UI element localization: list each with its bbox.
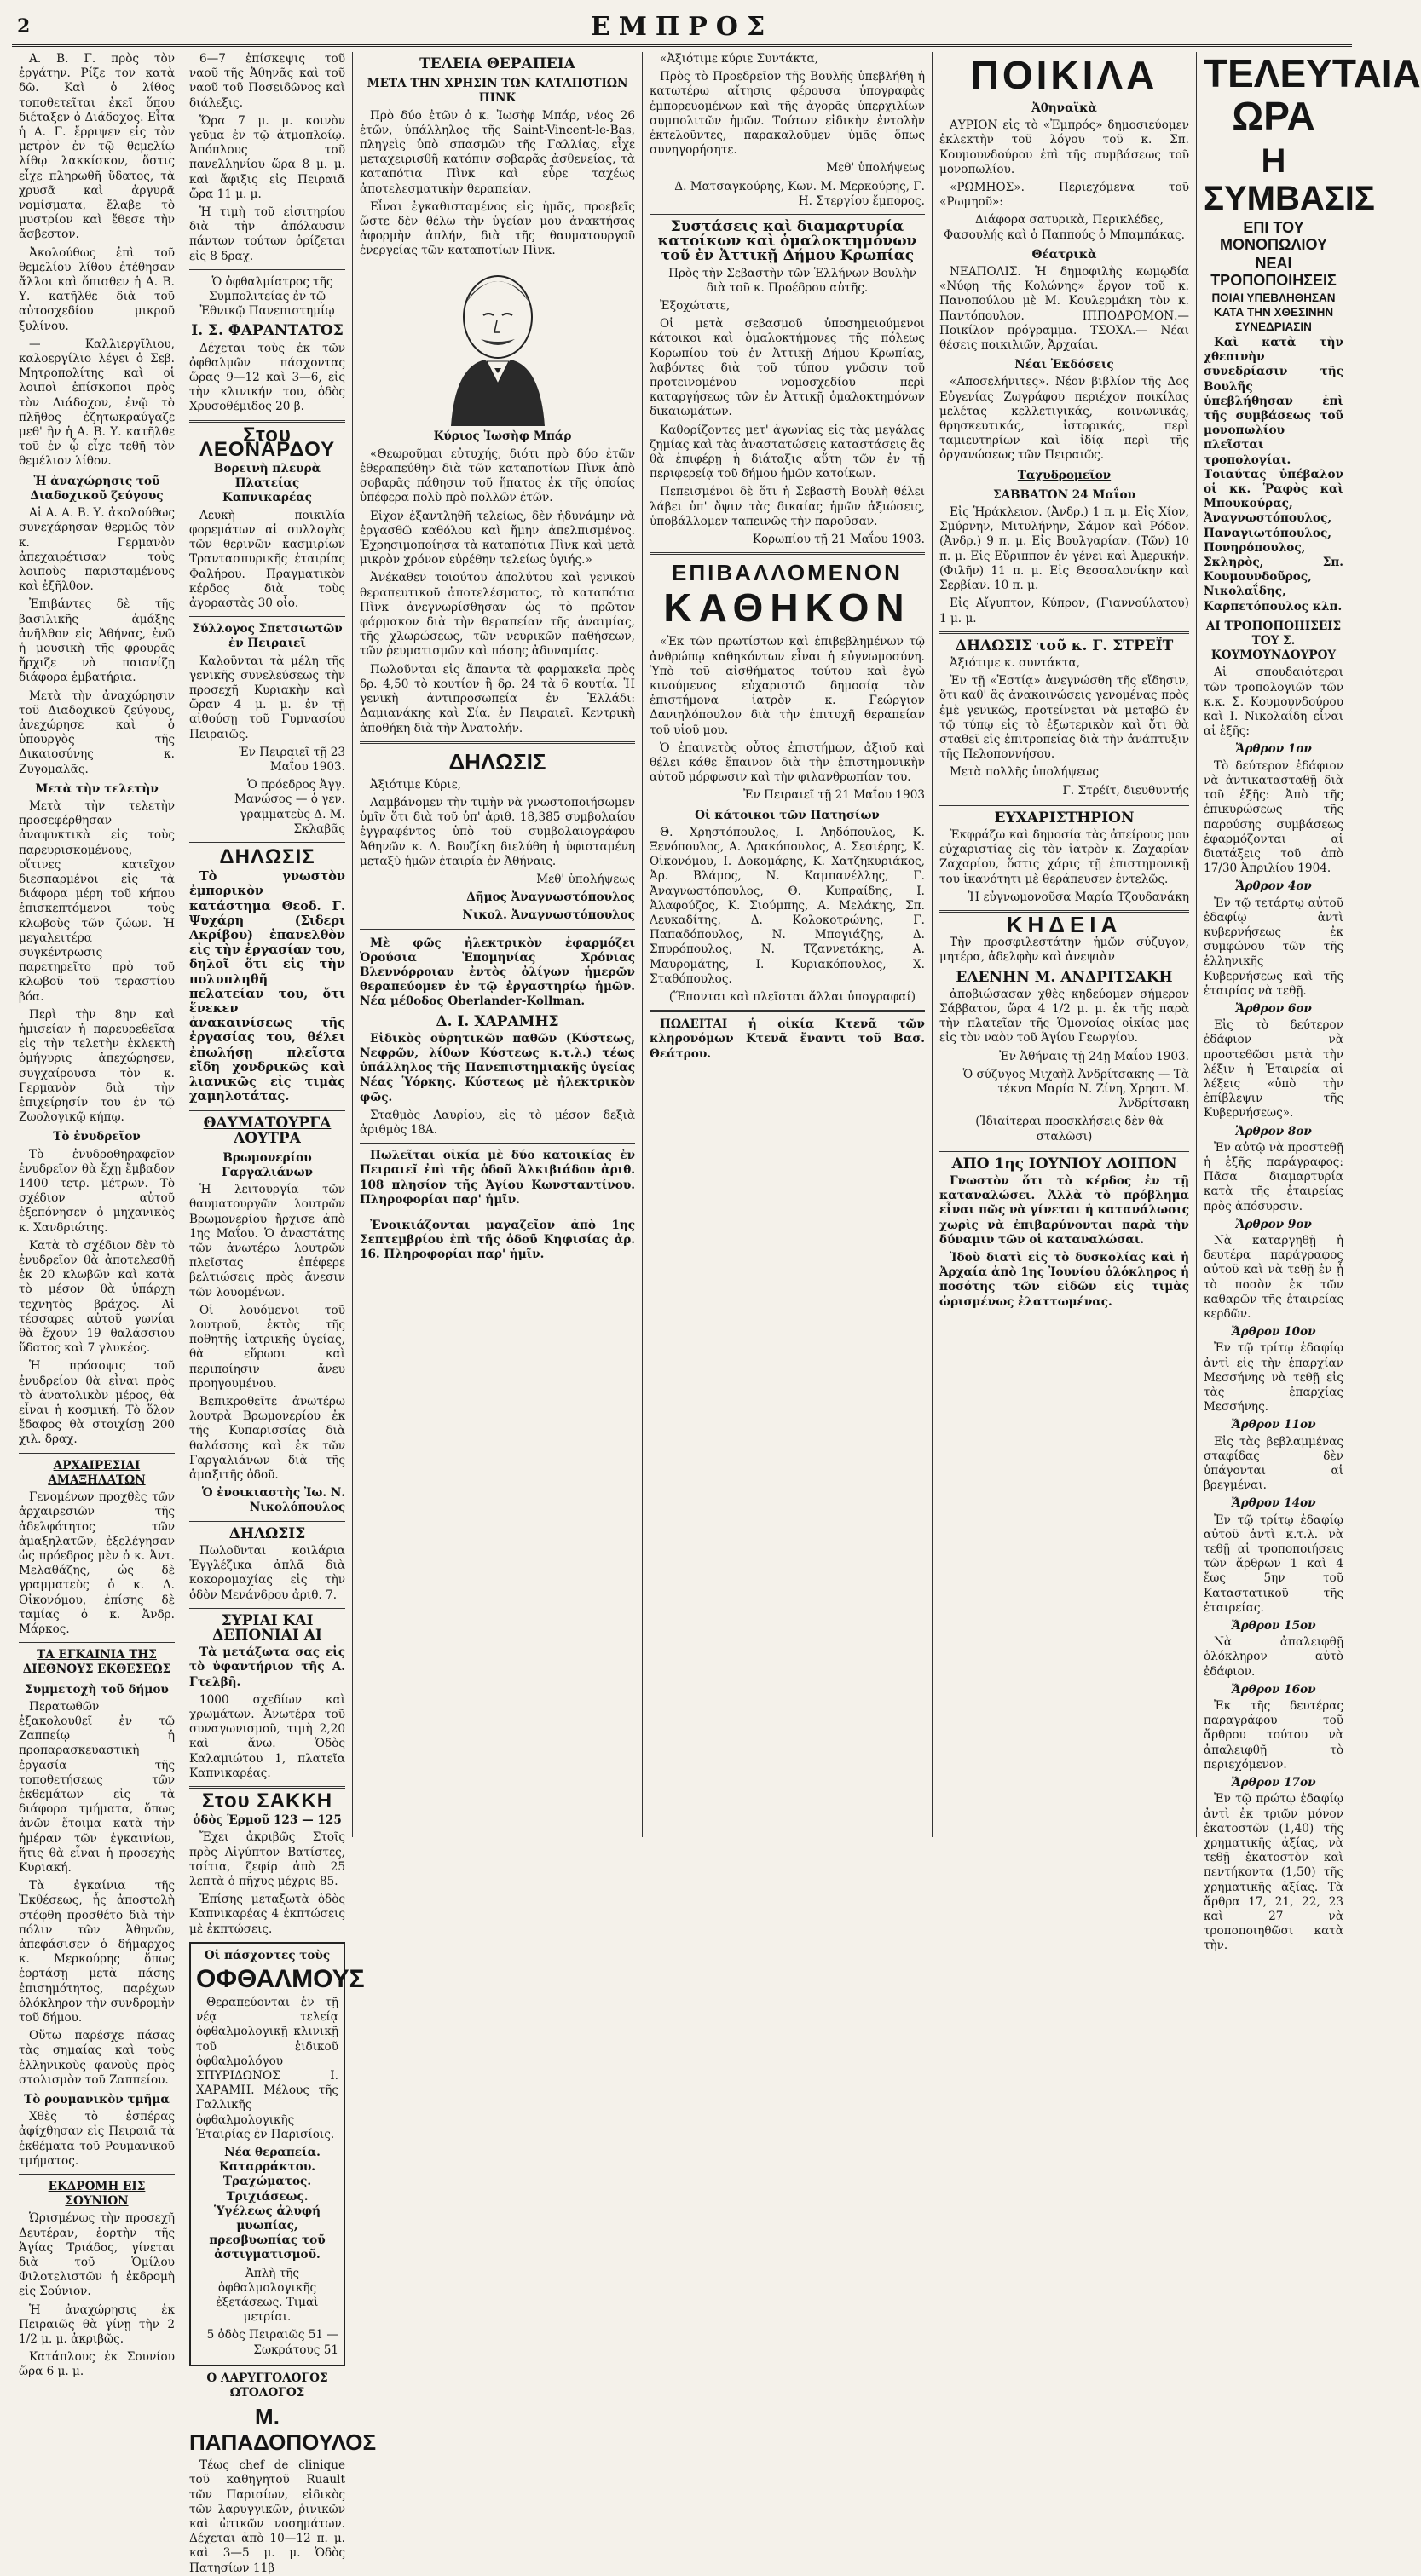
section-title: ΤΕΛΕΥΤΑΙΑ ΩΡΑ [1204,51,1421,138]
article-paragraph: Ἐκφράζω καὶ δημοσίᾳ τὰς ἀπείρους μου εὐχαριστίας εἰς τὸν ἰατρὸν κ. Ζαχαρίαν Ζαχαρίου, ὅστις χάρις τῇ ἐπιστημονικῇ του ἱκανότητι μὲ θεράπευσεν ἐντελῶς. [939,827,1189,886]
ad-title: ΤΕΛΕΙΑ ΘΕΡΑΠΕΙΑ [419,55,575,72]
ad-text: «Θεωροῦμαι εὐτυχής, διότι πρὸ δύο ἐτῶν ἐθεραπεύθην διὰ τῶν καταποτίων Πὶνκ ἀπὸ σοβαρᾶς πάθησιν τοῦ ἥπατος ἐκ τῆς ὁποίας ὑπέφερα πολὺ πρὸ πολλῶν ἐτῶν. [360,447,635,505]
article-number: Ἄρθρον 6ον [1235,1001,1312,1016]
ad-text: Δέχεται τοὺς ἐκ τῶν ὀφθαλμῶν πάσχοντας ὥρας 9—12 καὶ 3—6, εἰς τὴν κλινικήν του, ὁδὸς Χρυσοθέμιδος 20 β. [189,341,345,414]
article-paragraph: Ἀξιότιμε κ. συντάκτα, [950,655,1081,670]
article-paragraph: Χθὲς τὸ ἑσπέρας ἀφίχθησαν εἰς Πειραιᾶ τὰ ἐκθέματα τοῦ Ρουμανικοῦ τμήματος. [19,2110,175,2168]
article-number: Ἄρθρον 17ον [1231,1776,1316,1790]
article-number: Ἄρθρον 15ον [1231,1619,1316,1634]
ad-title: ΕΠΙΒΑΛΛΟΜΕΝΟΝ [672,560,903,586]
ad-text: Ἡ λειτουργία τῶν θαυματουργῶν λουτρῶν Βρωμονερίου ἤρχισε ἀπὸ 1ης Μαΐου. Ὁ ἀναστάτης τῶν ἀνωτέρω λουτρῶν πλεῖστας ἐπέφερε βελτιώσεις πρὸς ἄνεσιν τῶν λουομένων. [189,1183,345,1300]
ad-text: 1000 σχεδίων καὶ χρωμάτων. Ἀνωτέρα τοῦ συναγωνισμοῦ, τιμὴ 2,20 καὶ ἄνω. Ὁδὸς Καλαμιώτου 1, πλατεῖα Καπνικαρέας. [189,1692,345,1780]
section-heading: ΤΑ ΕΓΚΑΙΝΙΑ ΤΗΣ ΔΙΕΘΝΟΥΣ ΕΚΘΕΣΕΩΣ [22,1648,171,1677]
article-paragraph: (Ἰδιαίτεραι προσκλήσεις δὲν θὰ σταλῶσι) [975,1115,1164,1144]
ad-text: Σταθμὸς Λαυρίου, εἰς τὸ μέσον δεξιὰ ἀριθμὸς 18Α. [360,1108,635,1137]
column-4 [643,52,933,1837]
article-paragraph: Ἐν τῷ τετάρτῳ αὐτοῦ ἐδαφίῳ ἀντὶ κυβερνήσεως ἐκ συμφώνου τῶν τῆς ἑλληνικῆς Κυβερνήσεως καὶ τῆς ἑταιρίας νὰ τεθῇ. [1204,896,1343,998]
divider [189,842,345,844]
headline-sub: ΕΠΙ ΤΟΥ ΜΟΝΟΠΩΛΙΟΥ [1220,219,1327,253]
ad-text: Λευκὴ ποικιλία φορεμάτων αἱ συλλογὰς τῶν θερινῶν κασμιρίων Τραντασπυρικῆς ἑταιρίας Φαλήρου. Πραγματικὸν κέρδος διὰ τοὺς ἀγοραστὰς 30 οἷο. [189,508,345,610]
article-paragraph: Περὶ τὴν 8ην καὶ ἡμισείαν ἡ παρευρεθεῖσα εἰς τὴν τελετὴν ἐκλεκτὴ ὁμήγυρις ἀπεχώρησεν, συγχαίρουσα τὸν κ. Γερμανὸν διὰ τὴν ἐπιχείρησίν του ἐν τῷ Ζωολογικῷ κήπῳ. [19,1007,175,1125]
signature: Γ. Στρέϊτ, διευθυντής [1062,783,1189,798]
ad-text: Θεραπεύονται ἐν τῇ νέᾳ τελείᾳ ὀφθαλμολογικῇ κλινικῇ τοῦ ἐιδικοῦ ὀφθαλμολόγου ΣΠΥΡΙΔΩΝΟΣ Ι. ΧΑΡΑΜΗ. Μέλους τῆς Γαλλικῆς ὀφθαλμολογικῆς Ἑταιρίας ἐν Παρισίοις. [196,1995,338,2141]
article-paragraph: Αἱ Α. Α. Β. Υ. ἀκολούθως συνεχάρησαν θερμῶς τὸν κ. Γερμανὸν ἀπεχαιρέτισαν τοὺς λοιποὺς παρισταμένους καὶ ἐξῆλθον. [19,506,175,594]
ad-subtitle: Ο ΛΑΡΥΓΓΟΛΟΓΟΣ ΩΤΟΛΟΓΟΣ [206,2371,328,2400]
divider [939,1150,1189,1152]
section-heading: Μετὰ τὴν τελετὴν [35,781,159,796]
article-paragraph: Ἀκολούθως ἐπὶ τοῦ θεμελίου λίθου ἐτέθησαν ἄλλοι καὶ ὅπισθεν ἡ Α. Β. Υ. κατῆλθε διὰ τοῦ αὐτοσχεδίου μικροῦ ξυλίνου. [19,245,175,333]
article-paragraph: Τὴν προσφιλεστάτην ἡμῶν σύζυγον, μητέρα, ἀδελφὴν καὶ ἀνεψιὰν [939,936,1189,965]
ad-title: ΟΦΘΑΛΜΟΥΣ [196,1964,365,1993]
ad-subtitle: Βρωμονερίου Γαργαλιάνων [222,1150,313,1180]
article-paragraph: Τὸ δεύτερον ἐδάφιον νὰ ἀντικατασταθῇ διὰ τοῦ ἑξῆς: Ἀπὸ τῆς ἐπικυρώσεως τῆς παρούσης συμβάσεως ἐφαρμόζονται αἱ διατάξεις τοῦ ἀπὸ 17/30 Ἀπριλίου 1904. [1204,758,1343,876]
article-paragraph: Εἰς Ἡράκλειον. (Ἀνδρ.) 1 π. μ. Εἰς Χίον, Σμύρνην, Μιτυλήνην, Σάμον καὶ Ρόδον. (Ἀνδρ.) 9 π. μ. Εἰς Βουλγαρίαν. (Τῶν) 10 π. μ. Εἰς Εὔριππον ἐν γένει καὶ Ἀμερικήν. (Φιλῆν) 11 π. μ. Εἰς Θεσσαλονίκην καὶ Σερβίαν. 10 π. μ. [939,505,1189,593]
ad-text: Πωλοῦνται εἰς ἅπαντα τὰ φαρμακεῖα πρὸς δρ. 4,50 τὸ κουτίον ἢ δρ. 24 τὰ 6 κουτία. Ἡ γενικὴ ἀντιπροσωπεία ἐν Ἑλλάδι: Δαμιανάκης καὶ Σία, ἐν Πειραιεῖ. Κεντρικὴ ἀποθήκη διὰ τὴν Ἀνατολήν. [360,662,635,735]
divider [360,1143,635,1144]
divider [650,214,925,215]
article-paragraph: ΑΥΡΙΟΝ εἰς τὸ «Ἐμπρός» δημοσιεύομεν ἐκλεκτὴν τοῦ λόγου τοῦ κ. Σπ. Κουμουνδούρου ἐπὶ τῆς συμβάσεως τοῦ μονοπωλίου. [939,118,1189,176]
ad-signature: Ὁ πρόεδρος Ἀγγ. Μανώσος — ὁ γεν. γραμματεὺς Δ. Μ. Σκλαβᾶς [234,778,345,836]
divider [189,420,345,423]
ad-title: Μ. ΠΑΠΑΔΟΠΟΥΛΟΣ [189,2404,377,2456]
article-paragraph: Νὰ καταργηθῇ ἡ δευτέρα παράγραφος αὐτοῦ καὶ νὰ τεθῇ ἐν ᾗ τὸ ποσὸν ἐκ τῶν καθαρῶν τῆς ἑταιρείας κερδῶν. [1204,1233,1343,1321]
article-paragraph: Εἰς τὸ δεύτερον ἐδάφιον νὰ προστεθῶσι μετὰ τὴν λέξιν ἡ Ἑταιρεία αἱ λέξεις «ὑπὸ τὴν ἐπίβλεψιν τῆς Κυβερνήσεως». [1204,1018,1343,1121]
article-number: Ἄρθρον 8ον [1235,1124,1312,1138]
article-paragraph: 6—7 ἐπίσκεψις τοῦ ναοῦ τῆς Ἀθηνᾶς καὶ τοῦ ναοῦ τοῦ Ποσειδῶνος καὶ διάλεξις. [189,52,345,110]
article-paragraph: Εἰς τὰς βεβλαμμένας σταφίδας δὲν ὑπάγονται αἱ βρεγμέναι. [1204,1434,1343,1493]
ad-title: ΣΥΡΙΑΙ ΚΑΙ ΔΕΠΟΝΙΑΙ ΑΙ [212,1611,322,1644]
ad-address: 5 ὁδὸς Πειραιῶς 51 — Σωκράτους 51 [206,2328,338,2357]
section-heading: Ἡ ἀναχώρησις τοῦ Διαδοχικοῦ ζεύγους [30,474,164,503]
newspaper-title: ΕΜΠΡΟΣ [590,12,774,42]
ad-subtitle: ὁδὸς Ἑρμοῦ 123 — 125 [193,1813,342,1828]
article-paragraph: Ἡ τιμὴ τοῦ εἰσιτηρίου διὰ τὴν ἀπόλαυσιν πάντων τούτων ὁρίζεται εἰς 8 δραχ. [189,205,345,263]
article-number: Ἄρθρον 16ον [1231,1682,1316,1697]
ad-heading: Σύλλογος Σπετσιωτῶν ἐν Πειραιεῖ [192,622,343,651]
article-paragraph: Μετὰ τὴν ἀναχώρησιν τοῦ Διαδοχικοῦ ζεύγους, ἀνεχώρησε καὶ ὁ ὑπουργὸς τῆς Δικαιοσύνης κ. Ζυγομαλᾶς. [19,689,175,776]
ad-text: Λαμβάνομεν τὴν τιμὴν νὰ γνωστοποιήσωμεν ὑμῖν ὅτι διὰ τοῦ ὑπ' ἀριθ. 18,385 συμβολαίου ἐγγραφέντος ὑπὸ τοῦ συμβολαιογράφου Ἀθηνῶν κ. Δ. Βουζίκη διελύθη ἡ ὑφισταμένη μεταξὺ ἡμῶν ἑταιρία ἐν Ἀθήναις. [360,795,635,868]
ad-text: Καλοῦνται τὰ μέλη τῆς γενικῆς συνελεύσεως τὴν προσεχῆ Κυριακὴν καὶ ὥραν 4 μ. μ. ἐν τῇ αἰθούσῃ τοῦ Γυμνασίου Πειραιῶς. [189,654,345,741]
ad-date: Ἐν Πειραιεῖ τῇ 23 Μαΐου 1903. [239,745,345,774]
article-paragraph: Πρὸς τὸ Προεδρεῖον τῆς Βουλῆς ὑπεβλήθη ἡ κατωτέρω αἴτησις φέρουσα ὑπογραφὰς ἐμπορευομένων καὶ τῆς ἀγορᾶς ὑπερχιλίων συμπολιτῶν ἡμῶν. Τούτων εἰδικὴν ἐντολὴν ἐκτελοῦντες, παρακαλοῦμεν ὑμᾶς ὅπως συνηγορήσητε. [650,70,925,158]
divider [360,929,635,931]
divider [939,804,1189,806]
ad-text: Οἱ λουόμενοι τοῦ λουτροῦ, ἐκτὸς τῆς ποθητῆς ἰατρικῆς ὑγείας, θὰ εὕρωσι καὶ περιποίησιν ἄνευ προηγουμένου. [189,1303,345,1391]
article-paragraph: Πρὸς τὴν Σεβαστὴν τῶν Ἑλλήνων Βουλὴν διὰ τοῦ κ. Προέδρου αὐτῆς. [668,266,916,295]
article-paragraph: Ὁ ἐπαινετὸς οὗτος ἐπιστήμων, ἀξιοῦ καὶ θέλει κάθε ἔπαινον διὰ τὴν ἐπιστημονικὴν αὐτοῦ μόρφωσιν καὶ τὴν φιλανθρωπίαν του. [650,741,925,785]
ad-title: ΚΑΘΗΚΟΝ [663,585,911,631]
article-paragraph: Καθορίζοντες μετ' ἀγωνίας εἰς τὰς μεγάλας ζημίας καὶ τὰς ἀναστατώσεις καταστάσεις ἃς θὰ ἐπιφέρῃ ἡ διάταξις αὕτη τῶν ἐν τῇ περιφερείᾳ τοῦ δήμου ἡμῶν κατοίκων. [650,423,925,481]
article-paragraph: ΝΕΑΠΟΛΙΣ. Ἡ δημοφιλὴς κωμῳδία «Νύφη τῆς Κολώνης» ἔργον τοῦ κ. Πανοπούλου μὲ Μ. Κουλερμάκη τὸν κ. Παντόπουλον. ΙΠΠΟΔΡΟΜΟΝ.— Ποικίλον πρόγραμμα. ΤΣΟΧΑ.— Νέαι θέσεις ποικιλιῶν, Ἀρχαίαι. [939,265,1189,353]
column-5 [933,52,1197,1837]
ad-text: Ἰδοὺ διατὶ εἰς τὸ δυσκολίας καὶ ἡ Ἀρχαία ἀπὸ 1ης Ἰουνίου ὁλόκληρος ἡ ποσότης τῶν εἰδῶν εἰς τιμὰς ὡρισμένως ἐλαττωμένας. [939,1251,1189,1309]
article-paragraph: Μετὰ πολλῆς ὑπολήψεως [950,765,1099,780]
article-paragraph: Νὰ ἀπαλειφθῇ ὁλόκληρον αὐτὸ ἐδάφιον. [1204,1635,1343,1679]
ad-text: Τὰ μετάξωτα σας εἰς τὸ ὑφαντήριον τῆς Α. Γτελβῆ. [189,1645,345,1689]
ad-text: ΠΩΛΕΙΤΑΙ ἡ οἰκία Κτενᾶ τῶν κληρονόμων Κτενᾶ ἔναντι τοῦ Βασ. Θεάτρου. [650,1017,925,1061]
article-paragraph: Τὸ ἐνυδροθηραφεῖον ἐνυδρεῖον θὰ ἔχῃ ἔμβαδον 1400 τετρ. μέτρων. Τὸ σχέδιον αὐτοῦ ἐξεπόνησεν ὁ μηχανικὸς κ. Χανδριώτης. [19,1147,175,1235]
ad-text: Πωλεῖται οἰκία μὲ δύο κατοικίας ἐν Πειραιεῖ ἐπὶ τῆς ὁδοῦ Ἀλκιβιάδου ἀριθ. 108 πλησίον τῆς Ἁγίου Κωνσταντίνου. Πληροφορίαι παρ' ἡμῖν. [360,1149,635,1207]
section-subheading: Νέαι Ἐκδόσεις [1014,358,1114,372]
divider [189,1521,345,1522]
signature: Ἡ εὐγνωμονοῦσα Μαρία Τζουδανάκη [968,890,1189,904]
section-subheading: Συμμετοχὴ τοῦ δήμου [25,1682,169,1697]
article-paragraph: Ἐν τῷ τρίτῳ ἐδαφίῳ ἀντὶ εἰς τὴν ἐπαρχίαν Μεσσήνης νὰ τεθῇ εἰς τὰς ἐπαρχίας Μεσσήνης. [1204,1341,1343,1415]
ad-text: Ἔχει ἀκριβῶς Στοῖς πρὸς Αἰγύπτον Βατίστες, τσίτια, ζεφίρ ἀπὸ 25 λεπτὰ ὁ πῆχυς μέχρις 85. [189,1830,345,1888]
article-paragraph: Γενομένων προχθὲς τῶν ἀρχαιρεσιῶν τῆς ἀδελφότητος τῶν ἀμαξηλατῶν, ἐξελέγησαν ὡς πρόεδρος μὲν ὁ κ. Ἀντ. Μελαθάζης, ὡς δὲ γραμματεὺς ὁ κ. Δ. Οἰκονόμου, ἐπίσης δὲ ταμίας ὁ κ. Ἀνδρ. Μάρκος. [19,1490,175,1636]
article-paragraph: «Ἐκ τῶν πρωτίστων καὶ ἐπιβεβλημένων τῷ ἀνθρώπῳ καθηκόντων εἶναι ἡ εὐγνωμοσύνη. Ὑπὸ τοῦ αἰσθήματος τούτου καὶ ἐγὼ κινούμενος εὐχαριστῶ δημοσίᾳ τὸν ἐπιστήμονα ἰατρὸν κ. Γεώργιον Δανιηλόπουλον διὰ τὴν ἐπιτυχῆ θεραπείαν τοῦ υἱοῦ μου. [650,635,925,737]
divider [650,1010,925,1012]
article-paragraph: Καὶ κατὰ τὴν χθεσινὴν συνεδρίασιν τῆς Βουλῆς ὑπεβλήθησαν ἐπὶ τῆς συμβάσεως τοῦ μονοπωλίου πλεῖσται τροπολογίαι. Τοιαύτας ὑπέβαλον οἱ κκ. Ῥαφὸς καὶ Μπουκούρας, Ἀναγνωστόπουλος, Παναγιωτόπουλος, Πονηρόπουλος, Σκληρὸς, Σπ. Κουμουνδοῦρος, Νικολαΐδης, Καρπετόπουλος κλπ. [1204,336,1343,614]
section-title: ΠΟΙΚΙΛΑ [970,53,1158,97]
ad-text: Μὲ φῶς ἠλεκτρικὸν ἐφαρμόζει Ὀρούσια Ἐπομηνίας Χρόνιας Βλεννόρροιαν ἐντὸς ὀλίγων ἡμερῶν θεραπεύομεν ἐν τῷ ἐργαστηρίῳ ἡμῶν. Νέα μέθοδος Oberlander-Kollman. [360,936,635,1009]
article-paragraph: Περατωθῶν ἐξακολουθεῖ ἐν τῷ Ζαππείῳ ἡ προπαρασκευαστικὴ ἐργασία τῆς τοποθετήσεως τῶν ἐκθεμάτων εἰς τὰ διάφορα τμήματα, ὅπως ἀνῶν ἕτοιμα κατὰ τὴν ἡμέραν τῶν ἐγκαινίων, ἥτις θὰ εἶναι ἡ προσεχὴς Κυριακή. [19,1699,175,1875]
article-paragraph: Θ. Χρηστόπουλος, Ι. Ἀηδόπουλος, Κ. Ξενόπουλος, Α. Δρακόπουλος, Α. Σεσιέρης, Κ. Οἰκονόμου, Ι. Δοκομάρης, Κ. Χατζηκυριάκος, Ἀρ. Βλάμος, Ν. Καμπανέλλης, Γ. Ἀναγνωστόπουλος, Θ. Κυπραίδης, Ι. Ἀλαφούζος, Κ. Σιούμπης, Α. Μελάκης, Σπ. Λευκαδίτης, Δ. Κολοκοτρώνης, Γ. Παπαδόπουλος, Ν. Μπογιάζης, Δ. Σπυρόπουλος, Ν. Τζαννετάκης, Α. Μαυρομάτης, Ι. Κυριακόπουλος, Χ. Σταθόπουλος. [650,825,925,986]
ad-title: Στου ΛΕΟΝΑΡΔΟΥ [199,423,336,461]
divider [19,2174,175,2175]
article-paragraph: Ἡ ἀναχώρησις ἐκ Πειραιῶς θὰ γίνῃ τὴν 2 1/2 μ. μ. ἀκριβῶς. [19,2302,175,2347]
divider [939,631,1189,634]
section-subheading: Ἀθηναϊκὰ [1031,101,1097,115]
section-subheading: ΑΙ ΤΡΟΠΟΠΟΙΗΣΕΙΣ ΤΟΥ Σ. ΚΟΥΜΟΥΝΔΟΥΡΟΥ [1205,619,1342,663]
column-2 [182,52,377,2575]
article-paragraph: — Καλλιεργῖλιου, καλοεργίλιο λέγει ὁ Σεβ. Μητροπολίτης καὶ οἱ λοιποὶ ἐπίσκοποι πρὸς τὸν Διάδοχον, ἐνῷ τὸ πλῆθος ἐζητωκραύγαζε μεθ' ἣν ἡ Α. Β. Υ. κατῆλθε τοῦ ἐν ᾧ εἶχε τεθῆ τὸν θεμέλιον λίθον. [19,337,175,469]
article-paragraph: Ἐν τῷ πρώτῳ ἐδαφίῳ ἀντὶ ἐκ τριῶν μόνον ἑκατοστῶν (1,40) τῆς χρηματικῆς ἀξίας, νὰ τεθῇ ἑκατοστὸν καὶ πεντήκοντα (1,50) τῆς χρηματικῆς ἀξίας. Τὰ ἄρθρα 17, 21, 22, 23 καὶ 27 νὰ τροποποιηθῶσι κατὰ τὴν. [1204,1792,1343,1953]
section-heading: Συστάσεις καὶ διαμαρτυρία κατοίκων καὶ ὁμαλοκτημόνων τοῦ ἐν Ἀττικῇ Δήμου Κρωπίας [657,218,917,265]
article-number: Ἄρθρον 1ον [1235,742,1312,757]
masthead [12,10,1352,47]
portrait-illustration [434,264,562,426]
article-paragraph: Μετὰ τὴν τελετὴν προσεφέρθησαν ἀναψυκτικὰ εἰς τοὺς παρευρισκομένους, οἵτινες κατεῖχον διεσπαρμένοι εἰς τὰ διάφορα μέρη τοῦ κήπου ἐπισκεπτόμενοι τοὺς κλωβοὺς τῶν ζώων. Ἡ μεγαλειτέρα συγκέντρωσις παρετηρεῖτο πρὸ τοῦ κλωβοῦ τοῦ τεραστίου βόα. [19,798,175,1004]
ad-name: Ι. Σ. ΦΑΡΑΝΤΑΤΟΣ [191,322,344,340]
article-paragraph: Ἐκ τῆς δευτέρας παραγράφου τοῦ ἄρθρου τούτου νὰ ἀπαλειφθῇ τὸ περιεχόμενον. [1204,1699,1343,1772]
ad-text: Τὸ γνωστὸν ἐμπορικὸν κατάστημα Θεοδ. Γ. Ψυχάρη (Σιδερι Ακρίβου) ἐπανελθὸν εἰς τὴν ἐργασίαν του, δηλοῖ ὅτι εἰς τὴν πολυπληθῆ πελατείαν του, ὅτι ἕνεκεν ἀνακαινίσεως τῆς ἐργασίας του, θέλει ἐπωλήσῃ πλεῖστα εἴδη χονδρικῶς καὶ λιανικῶς εἰς τιμὰς χαμηλοτάτας. [189,869,345,1104]
divider [360,741,635,744]
article-paragraph: Κατὰ τὸ σχέδιον δὲν τὸ ἐνυδρεῖον θὰ ἀποτελεσθῇ ἐκ 20 κλωβῶν καὶ κατὰ τὸ μέσον θὰ ὑπάρχῃ τεχνητὸς βράχος. Αἱ τέσσαρες αὐτοῦ γωνίαι θὰ ἔχουν 19 θαλάσσιου ὕδατος καὶ 7 γλυκέος. [19,1238,175,1356]
divider [650,552,925,555]
article-paragraph: Ἐξοχώτατε, [660,299,731,314]
ad-text: Εἰδικὸς οὐρητικῶν παθῶν (Κύστεως, Νεφρῶν, λίθων Κύστεως κ.τ.λ.) τέως ὑπάλληλος τῆς Πανεπιστημιακῆς ὑγείας Νέας Ὑόρκης. Κύστεως μὲ ἠλεκτρικὸν φῶς. [360,1031,635,1104]
section-subheading: Ταχυδρομεῖον [1017,468,1112,482]
ad-signature: Ὁ ἐνοικιαστὴς Ἰω. Ν. Νικολόπουλος [201,1486,345,1515]
ad-signature: Μεθ' ὑπολήψεως [536,872,635,886]
divider [189,269,345,270]
column-1 [12,52,182,2379]
ad-title: ΘΑΥΜΑΤΟΥΡΓΑ ΛΟΥΤΡΑ [203,1115,332,1147]
signature: Ὁ σύζυγος Μιχαὴλ Ἀνδρίτσακης — Τὰ τέκνα Μαρία Ν. Ζίνη, Χρηστ. Μ. Ἀνδρίτσακη [962,1067,1189,1111]
article-paragraph: Ὥρα 7 μ. μ. κοινὸν γεῦμα ἐν τῷ ἀτμοπλοίῳ. Ἀπόπλους τοῦ πανελληνίου ὥρα 8 μ. μ. καὶ ἄφιξις εἰς Πειραιᾶ ὥρα 11 μ. μ. [189,113,345,201]
headline-sub: ΝΕΑΙ ΤΡΟΠΟΠΟΙΗΣΕΙΣ [1210,255,1337,289]
article-paragraph: Κατάπλους ἐκ Σουνίου ὥρα 6 μ. μ. [19,2350,175,2379]
article-paragraph: Ἐν τῇ «Ἑστίᾳ» ἀνεγνώσθη τῆς εἴδησιν, ὅτι καθ' ἃς ἀνακοινώσεις γενομένας πρὸς ἐμὲ γενικῶς, προτείνεται νὰ μεταβῶ ἐν τῷ τύπῳ εἰς τὸ ἐξωτερικὸν καὶ ὅτι θὰ σταθεῖ εἰς ἐπιτροπείας διὰ τὴν ἀνάπτυξιν τῆς Πελοποννήσου. [939,674,1189,762]
article-paragraph: ἀποβιώσασαν χθὲς κηδεύομεν σήμερον Σάββατον, ὥρα 4 1/2 μ. μ. ἐκ τῆς παρὰ τὴν πλατεῖαν τῆς Ὁμονοίας οἰκίας μας εἰς τὸν ναὸν τοῦ Ἁγίου Γεωργίου. [939,987,1189,1046]
ad-name: ΕΛΕΝΗΝ Μ. ΑΝΔΡΙΤΣΑΚΗ [956,968,1173,986]
article-date: Ἐν Πειραιεῖ τῇ 21 Μαΐου 1903 [743,788,925,803]
eye-clinic-ad [189,1942,365,2366]
column-3 [353,52,643,1837]
article-paragraph: (Ἕπονται καὶ πλεῖσται ἄλλαι ὑπογραφαί) [668,989,916,1004]
divider [189,1786,345,1789]
article-paragraph: Ἐν τῷ τρίτῳ ἐδαφίῳ αὐτοῦ ἀντὶ κ.τ.λ. νὰ τεθῇ αἱ τροποποιήσεις τῶν ἄρθρων 1 καὶ 4 ἔως 5ην τοῦ Καταστατικοῦ τῆς ἑταιρείας. [1204,1513,1343,1615]
ad-title: Στου ΣΑΚΚΗ [201,1789,333,1812]
ad-title: ΚΗΔΕΙΑ [1006,911,1123,937]
article-paragraph: «Αποσελήνιτες». Νέον βιβλίον τῆς Δος Εὐγενίας Ζωγράφου περιέχον ποικίλας μελέτας κελλετιγικάς, κοινωνικάς, θρησκευτικάς, ἱστορικάς, περὶ ταμιευτηρίων καὶ ἰδίᾳ περὶ τῆς ὀργανώσεως τῶν Πειραιῶς. [939,375,1189,463]
article-paragraph: Ἐπιβάντες δὲ τῆς βασιλικῆς ἁμάξης ἀνῆλθον εἰς Ἀθήνας, ἐνῷ ἡ μουσικὴ τῆς φρουρᾶς ἤρχιζε νὰ παιανίζῃ διάφορα ἐμβατήρια. [19,597,175,685]
divider [19,1453,175,1454]
ad-text: Τέως chef de clinique τοῦ καθηγητοῦ Ruault τῶν Παρισίων, εἰδικὸς τῶν λαρυγγικῶν, ῥινικῶν καὶ ὠτικῶν νοσημάτων. Δέχεται ἀπὸ 10—12 π. μ. καὶ 3—5 μ. μ. Ὁδὸς Πατησίων 11β [189,2458,345,2575]
ad-text: Νέα θεραπεία. Καταρράκτου. Τραχώματος. Τριχιάσεως. Ὑγέλεως ἀλυφή μυωπίας, πρεσβυωπίας τοῦ ἀστιγματισμοῦ. [209,2146,326,2262]
page-number: 2 [17,15,31,37]
ad-subtitle: Οἱ πάσχοντες τοὺς [204,1948,331,1962]
article-number: Ἄρθρον 10ον [1231,1325,1316,1340]
article-number: Ἄρθρον 14ον [1231,1496,1316,1511]
ad-signature: Δῆμος Ἀναγνωστόπουλος [466,890,635,905]
ad-text: Ἀπλὴ τῆς ὀφθαλμολογικῆς ἐξετάσεως. Τιμαὶ μετρίαι. [216,2266,319,2325]
ad-name: Δ. Ι. ΧΑΡΑΜΗΣ [436,1012,559,1030]
ad-text: Πωλοῦνται κοιλάρια Ἐγγλέζικα ἀπλᾶ διὰ κοκορομαχίας εἰς τὴν ὁδὸν Μενάνδρου ἀριθ. 7. [189,1543,345,1602]
article-paragraph: Τὰ ἐγκαίνια τῆς Ἐκθέσεως, ἧς ἀποστολὴ στέφθη προσθέτο διὰ τὴν πόλιν τῶν Ἀθηνῶν, ἀπεφάσισεν ὁ δήμαρχος κ. Μερκούρης ὅπως ἑορτάσῃ μετὰ πάσης ἐπισημότητος, παρέχων ὁλόκληρον τὴν συνδρομὴν τοῦ δήμου. [19,1879,175,2025]
section-subheading: Οἱ κάτοικοι τῶν Πατησίων [695,808,880,822]
ad-title: ΔΗΛΩΣΙΣ [219,844,315,868]
article-date: Ἐν Ἀθήναις τῇ 24ῃ Μαΐου 1903. [999,1049,1189,1063]
article-paragraph: Ὡρισμένως τὴν προσεχῆ Δευτέραν, ἑορτὴν τῆς Ἁγίας Τριάδος, γίνεται διὰ τοῦ Ὁμίλου Φιλοτελιστῶν ἡ ἐκδρομὴ εἰς Σούνιον. [19,2211,175,2299]
signature: Δ. Ματσαγκούρης, Κων. Μ. Μερκούρης, Γ. Η. Στεργίου ἔμπορος. [674,179,925,208]
column-6 [1197,51,1421,1953]
divider [189,1608,345,1609]
section-subheading: Θέατρικὰ [1031,247,1097,262]
section-heading: ΑΡΧΑΙΡΕΣΙΑΙ ΑΜΑΞΗΛΑΤΩΝ [48,1458,146,1487]
article-paragraph: Διάφορα σατυρικὰ, Περικλέδες, Φασουλής καὶ ὁ Παππούς ὁ Μπαμπάκας. [944,213,1185,242]
ad-text: Ἀξιότιμε Κύριε, [370,777,461,792]
section-heading: ΕΚΔΡΟΜΗ ΕΙΣ ΣΟΥΝΙΟΝ [48,2180,146,2209]
headline: Η ΣΥΜΒΑΣΙΣ [1204,142,1375,217]
article-paragraph: «Ἀξιότιμε κύριε Συντάκτα, [660,52,818,66]
ad-signature: Νικολ. Ἀναγνωστόπουλος [462,908,635,923]
section-subheading: Τὸ ρουμανικὸν τμῆμα [24,2093,170,2107]
article-number: Ἄρθρον 9ον [1235,1217,1312,1231]
article-paragraph: Αἱ σπουδαιότεραι τῶν τροπολογιῶν τῶν κ.κ. Σ. Κουμουνδούρου καὶ Ι. Νικολαΐδη εἶναι αἱ ἑξῆς: [1204,666,1343,739]
ad-title: ΑΠΟ 1ης ΙΟΥΝΙΟΥ ΛΟΙΠΟΝ [951,1155,1177,1173]
divider [19,1642,175,1643]
ad-title: ΕΥΧΑΡΙΣΤΗΡΙΟΝ [994,809,1135,827]
divider [189,1109,345,1111]
section-subheading: ΣΑΒΒΑΤΟΝ 24 Μαΐου [992,487,1136,502]
portrait-caption: Κύριος Ἰωσὴφ Μπάρ [433,429,572,443]
ad-text: Πρὸ δύο ἐτῶν ὁ κ. Ἰωσὴφ Μπάρ, νέος 26 ἐτῶν, ὑπάλληλος τῆς Saint-Vincent-le-Bas, πληγεὶς ὑπὸ σπασμῶν τῆς Γαλλίας, εἶχε μεταχειρισθῆ κατόπιν σοβαρᾶς ἀσθενείας, τὰ καταπότια Πὶνκ καὶ εὗρε ταχέως ἀποτελεσματικὴν θεραπείαν. [360,108,635,196]
ad-text: Εἰχον ἐξαντληθῆ τελείως, δὲν ἠδυνάμην νὰ ἐργασθῶ καθόλου καὶ ἤμην ἀπελπισμένος. Ἐχρησιμοποίησα τὰ καταπότια Πὶνκ καὶ μετὰ μικρὸν χρόνον εὑρέθην τελείως ὑγιής.» [360,509,635,568]
divider [189,616,345,617]
article-paragraph: Οἱ μετὰ σεβασμοῦ ὑποσημειούμενοι κάτοικοι καὶ ὁμαλοκτήμονες τῆς πόλεως Κορωπίου τοῦ ἐν Ἀττικῇ Δήμου Κρωπίας, λαβόντες διὰ τοῦ τύπου γνῶσιν τοῦ προτεινομένου νομοσχεδίου περὶ καταργήσεως τῶν ἐν Ἀττικῇ ὁμαλοκτημόνων δικαιωμάτων. [650,317,925,419]
ad-title: ΔΗΛΩΣΙΣ τοῦ κ. Γ. ΣΤΡΕΪΤ [955,637,1174,654]
ad-title: ΔΗΛΩΣΙΣ [228,1524,306,1542]
article-paragraph: Οὕτω παρέσχε πάσας τὰς σημαίας καὶ τοὺς ἑλληνικοὺς φανοὺς πρὸς στολισμὸν τοῦ Ζαππείου. [19,2029,175,2087]
article-paragraph: Α. Β. Γ. πρὸς τὸν ἐργάτην. Ρίξε τον κατὰ δῶ. Καὶ ὁ λίθος τοποθετεῖται ἐκεῖ ὅπου διέταξεν ὁ Διάδοχος. Εἶτα ἡ Α. Γ. ἔρριψεν εἰς τὸν μετρὸν ἐν τῷ θεμελίῳ λίθῳ λακκίσκον, ὅστις εἶχε πληρωθῆ ὕδατος, τὰ χρυσᾶ καὶ ἀργυρᾶ νομίσματα, ἔλαβε τὸ μυστρίον καὶ ἔθεσε τὴν ἄσβεστον. [19,52,175,242]
ad-text: Γνωστὸν ὅτι τὸ κέρδος ἐν τῇ καταναλώσει. Ἀλλὰ τὸ πρόβλημα εἶναι πῶς νὰ γίνεται ἡ κατανάλωσις χωρὶς νὰ ἐπιβαρύνονται παρὰ τὴν δύναμιν τῶν οἱ καταναλώσαι. [939,1174,1189,1247]
article-date: Κορωπίου τῇ 21 Μαΐου 1903. [752,533,925,547]
article-number: Ἄρθρον 11ον [1231,1418,1316,1432]
columns [12,51,1421,2575]
ad-text: Ὁ ὀφθαλμίατρος τῆς Συμπολιτείας ἐν τῷ Ἐθνικῷ Πανεπιστημίῳ [199,274,335,319]
ad-text: Ἐπίσης μεταξωτὰ ὁδὸς Καπνικαρέας 4 ἐκπτώσεις μὲ ἐκπτώσεις. [189,1893,345,1936]
article-paragraph: Ἐν αὐτῷ νὰ προστεθῇ ἡ ἑξῆς παράγραφος: Πᾶσα διαμαρτυρία κατὰ τῆς ἑταιρείας πρὸς ἀπόσυρσιν. [1204,1140,1343,1213]
ad-subtitle: Βορεινὴ πλευρὰ Πλατείας Καπνικαρέας [213,462,321,505]
article-paragraph: Ἡ πρόσοψις τοῦ ἐνυδρείου θὰ εἶναι πρὸς τὸ ἀνατολικὸν μέρος, θὰ εἶναι ἡ κοσμική. Τὸ ὅλον ἔδαφος θὰ στοιχίσῃ 200 χιλ. δραχ. [19,1359,175,1447]
signature: Μεθ' ὑπολήψεως [826,161,925,176]
ad-text: Εἶναι ἐγκαθισταμένος εἰς ἡμᾶς, προεβεῖς ὥστε δὲν θέλω τὴν ὑγείαν μου ἀνακτήσας ἀφορμὴν ἁπλήν, διὰ τῆς θαυματουργοῦ ἐνεργείας τῶν καταποτίων Πὶνκ. [360,199,635,258]
article-paragraph: Πεπεισμένοι δὲ ὅτι ἡ Σεβαστὴ Βουλὴ θέλει λάβει ὑπ' ὄψιν τὰς δικαίας ἡμῶν ἀξιώσεις, ὑποβάλλομεν ταπεινῶς τὴν παροῦσαν. [650,485,925,528]
article-paragraph: «ΡΩΜΗΟΣ». Περιεχόμενα τοῦ «Ρωμηοῦ»: [939,181,1189,210]
ad-text: Ἀνέκαθεν τοιούτου ἀπολύτου καὶ γενικοῦ θεραπευτικοῦ ἀποτελέσματος, τὰ καταπότια Πὶνκ ἀνεγνωρίσθησαν ὡς τὸ πρῶτον φάρμακον διὰ τὴν θεραπείαν τῆς ἀναιμίας, τῆς χλωρώσεως, τῶν νευρικῶν παθήσεων, τῶν ῥευματισμῶν καὶ πάσης ἀδυναμίας. [360,571,635,659]
ad-subtitle: ΜΕΤΑ ΤΗΝ ΧΡΗΣΙΝ ΤΩΝ ΚΑΤΑΠΟΤΙΩΝ ΠΙΝΚ [367,77,628,106]
ad-title: ΔΗΛΩΣΙΣ [448,748,546,775]
headline-sub: ΠΟΙΑΙ ΥΠΕΒΛΗΘΗΣΑΝ ΚΑΤΑ ΤΗΝ ΧΘΕΣΙΝΗΝ ΣΥΝΕΔΡΙΑΣΙΝ [1211,291,1336,333]
ad-text: Ἐνοικιάζονται μαγαζεῖον ἀπὸ 1ης Σεπτεμβρίου ἐπὶ τῆς ὁδοῦ Κηφισίας ἀρ. 16. Πληροφορίαι παρ' ἡμῖν. [360,1218,635,1262]
article-paragraph: Εἰς Αἴγυπτον, Κύπρον, (Γιαννούλατου) 1 μ. μ. [939,596,1189,625]
section-heading: Τὸ ἐνυδρεῖον [53,1130,141,1144]
article-number: Ἄρθρον 4ον [1235,879,1312,894]
ad-text: Βεπικροθεῖτε ἀνωτέρω λουτρὰ Βρωμονερίου ἐκ τῆς Κυπαρισσίας διὰ θαλάσσης καὶ ἐκ τῶν Γαργαλιάνων διὰ τῆς ἁμαξιτῆς ὁδοῦ. [189,1395,345,1483]
